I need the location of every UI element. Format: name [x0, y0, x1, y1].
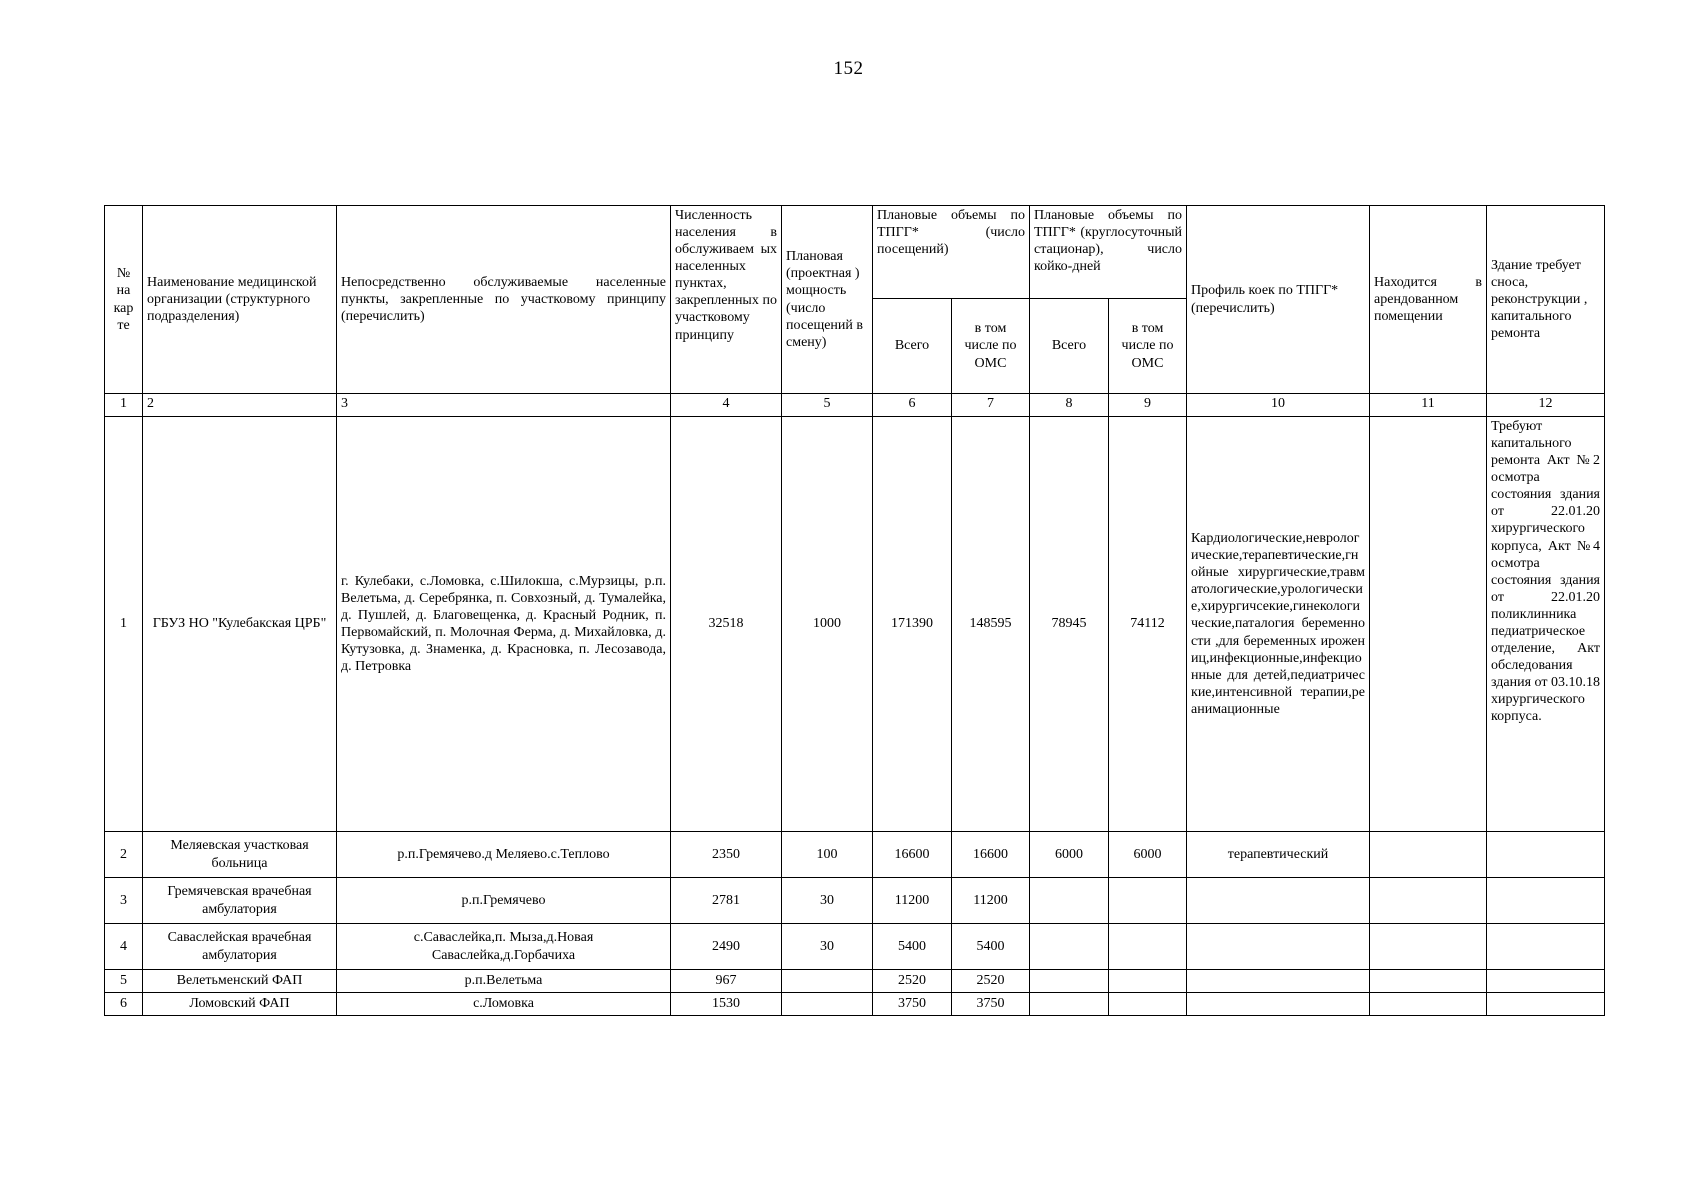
header-population: Численность населения в обслуживаем ых населенных пунктах, закрепленных по участковому принципу: [671, 206, 782, 394]
bed-profile: [1187, 878, 1370, 924]
bed-profile: [1187, 924, 1370, 970]
beddays-oms: 6000: [1109, 832, 1187, 878]
bed-profile: [1187, 993, 1370, 1016]
column-number: 8: [1030, 394, 1109, 417]
localities: с.Саваслейка,п. Мыза,д.Новая Саваслейка,д.Горбачиха: [337, 924, 671, 970]
row-number: 4: [105, 924, 143, 970]
visits-total: 171390: [873, 417, 952, 832]
bed-profile: Кардиологические,неврологические,терапевтические,гнойные хирургические,травматологические,урологические,хирургичсекие,гинекологические,паталогия беременности ,для беременных ирожениц,инфекционные,инфекционные для детей,педиатрические,интенсивной терапии,реанимационные: [1187, 417, 1370, 832]
column-number: 6: [873, 394, 952, 417]
building-condition: [1487, 924, 1605, 970]
rented: [1370, 924, 1487, 970]
column-number: 10: [1187, 394, 1370, 417]
header-localities: Непосредственно обслуживаемые населенные пункты, закрепленные по участковому принципу (перечислить): [337, 206, 671, 394]
localities: с.Ломовка: [337, 993, 671, 1016]
visits-oms: 2520: [952, 970, 1030, 993]
capacity: 30: [782, 878, 873, 924]
organization-name: Ломовский ФАП: [143, 993, 337, 1016]
header-beddays-total: Всего: [1030, 299, 1109, 394]
localities: р.п.Гремячево: [337, 878, 671, 924]
organization-name: Меляевская участковая больница: [143, 832, 337, 878]
header-planned-beddays: Плановые объемы по ТПГГ* (круглосуточный стационар), число койко-дней: [1030, 206, 1187, 299]
column-number: 7: [952, 394, 1030, 417]
localities: р.п.Велетьма: [337, 970, 671, 993]
column-number: 4: [671, 394, 782, 417]
visits-total: 2520: [873, 970, 952, 993]
visits-oms: 3750: [952, 993, 1030, 1016]
header-capacity: Плановая (проектная ) мощность (число посещений в смену): [782, 206, 873, 394]
bed-profile: терапевтический: [1187, 832, 1370, 878]
localities: г. Кулебаки, с.Ломовка, с.Шилокша, с.Мурзицы, р.п. Велетьма, д. Серебрянка, п. Совхозный, д. Тумалейка, д. Пушлей, д. Благовещенка, д. Красный Родник, п. Первомайский, п. Молочная Ферма, д. Михайловка, д. Кутузовка, д. Знаменка, д. Красновка, п. Лесозавода, д. Петровка: [337, 417, 671, 832]
rented: [1370, 417, 1487, 832]
visits-total: 3750: [873, 993, 952, 1016]
header-visits-oms: в том числе по ОМС: [952, 299, 1030, 394]
capacity: 30: [782, 924, 873, 970]
header-organization-name: Наименование медицинской организации (структурного подразделения): [143, 206, 337, 394]
row-number: 2: [105, 832, 143, 878]
column-number: 2: [143, 394, 337, 417]
column-number: 3: [337, 394, 671, 417]
capacity: 1000: [782, 417, 873, 832]
visits-total: 11200: [873, 878, 952, 924]
population: 967: [671, 970, 782, 993]
beddays-total: 6000: [1030, 832, 1109, 878]
column-number-row: [105, 394, 1605, 417]
table-row: [105, 924, 1605, 970]
localities: р.п.Гремячево.д Меляево.с.Теплово: [337, 832, 671, 878]
row-number: 5: [105, 970, 143, 993]
visits-oms: 16600: [952, 832, 1030, 878]
column-number: 11: [1370, 394, 1487, 417]
building-condition: [1487, 993, 1605, 1016]
organization-name: Велетьменский ФАП: [143, 970, 337, 993]
building-condition: Требуют капитального ремонта Акт №2 осмотра состояния здания от 22.01.20 хирургического корпуса, Акт №4 осмотра состояния здания от 22.01.20 поликлинника педиатрическое отделение, Акт обследования здания от 03.10.18 хирургического корпуса.: [1487, 417, 1605, 832]
population: 1530: [671, 993, 782, 1016]
column-number: 12: [1487, 394, 1605, 417]
page-number: 152: [833, 58, 864, 79]
table-row: [105, 417, 1605, 832]
beddays-total: 78945: [1030, 417, 1109, 832]
beddays-total: [1030, 878, 1109, 924]
visits-oms: 11200: [952, 878, 1030, 924]
building-condition: [1487, 970, 1605, 993]
population: 32518: [671, 417, 782, 832]
capacity: [782, 993, 873, 1016]
header-number: № на кар те: [105, 206, 143, 394]
medical-organizations-table: [104, 205, 1605, 1016]
header-planned-visits: Плановые объемы по ТПГГ* (число посещений): [873, 206, 1030, 299]
visits-oms: 5400: [952, 924, 1030, 970]
header-visits-total: Всего: [873, 299, 952, 394]
rented: [1370, 832, 1487, 878]
population: 2350: [671, 832, 782, 878]
beddays-oms: 74112: [1109, 417, 1187, 832]
table-row: [105, 970, 1605, 993]
bed-profile: [1187, 970, 1370, 993]
population: 2781: [671, 878, 782, 924]
column-number: 9: [1109, 394, 1187, 417]
row-number: 1: [105, 417, 143, 832]
capacity: [782, 970, 873, 993]
row-number: 6: [105, 993, 143, 1016]
beddays-total: [1030, 993, 1109, 1016]
header-beddays-oms: в том числе по ОМС: [1109, 299, 1187, 394]
organization-name: Гремячевская врачебная амбулатория: [143, 878, 337, 924]
beddays-oms: [1109, 993, 1187, 1016]
visits-total: 5400: [873, 924, 952, 970]
beddays-total: [1030, 924, 1109, 970]
row-number: 3: [105, 878, 143, 924]
header-rented: Находится в арендованном помещении: [1370, 206, 1487, 394]
capacity: 100: [782, 832, 873, 878]
table-row: [105, 993, 1605, 1016]
building-condition: [1487, 878, 1605, 924]
beddays-oms: [1109, 878, 1187, 924]
rented: [1370, 878, 1487, 924]
beddays-oms: [1109, 970, 1187, 993]
rented: [1370, 970, 1487, 993]
header-building-condition: Здание требует сноса, реконструкции , капитального ремонта: [1487, 206, 1605, 394]
visits-total: 16600: [873, 832, 952, 878]
organization-name: ГБУЗ НО "Кулебакская ЦРБ": [143, 417, 337, 832]
rented: [1370, 993, 1487, 1016]
building-condition: [1487, 832, 1605, 878]
visits-oms: 148595: [952, 417, 1030, 832]
organization-name: Саваслейская врачебная амбулатория: [143, 924, 337, 970]
header-bed-profile: Профиль коек по ТПГГ* (перечислить): [1187, 206, 1370, 394]
population: 2490: [671, 924, 782, 970]
header-row-top: [105, 206, 1605, 299]
column-number: 5: [782, 394, 873, 417]
beddays-oms: [1109, 924, 1187, 970]
table-row: [105, 878, 1605, 924]
column-number: 1: [105, 394, 143, 417]
table-row: [105, 832, 1605, 878]
beddays-total: [1030, 970, 1109, 993]
